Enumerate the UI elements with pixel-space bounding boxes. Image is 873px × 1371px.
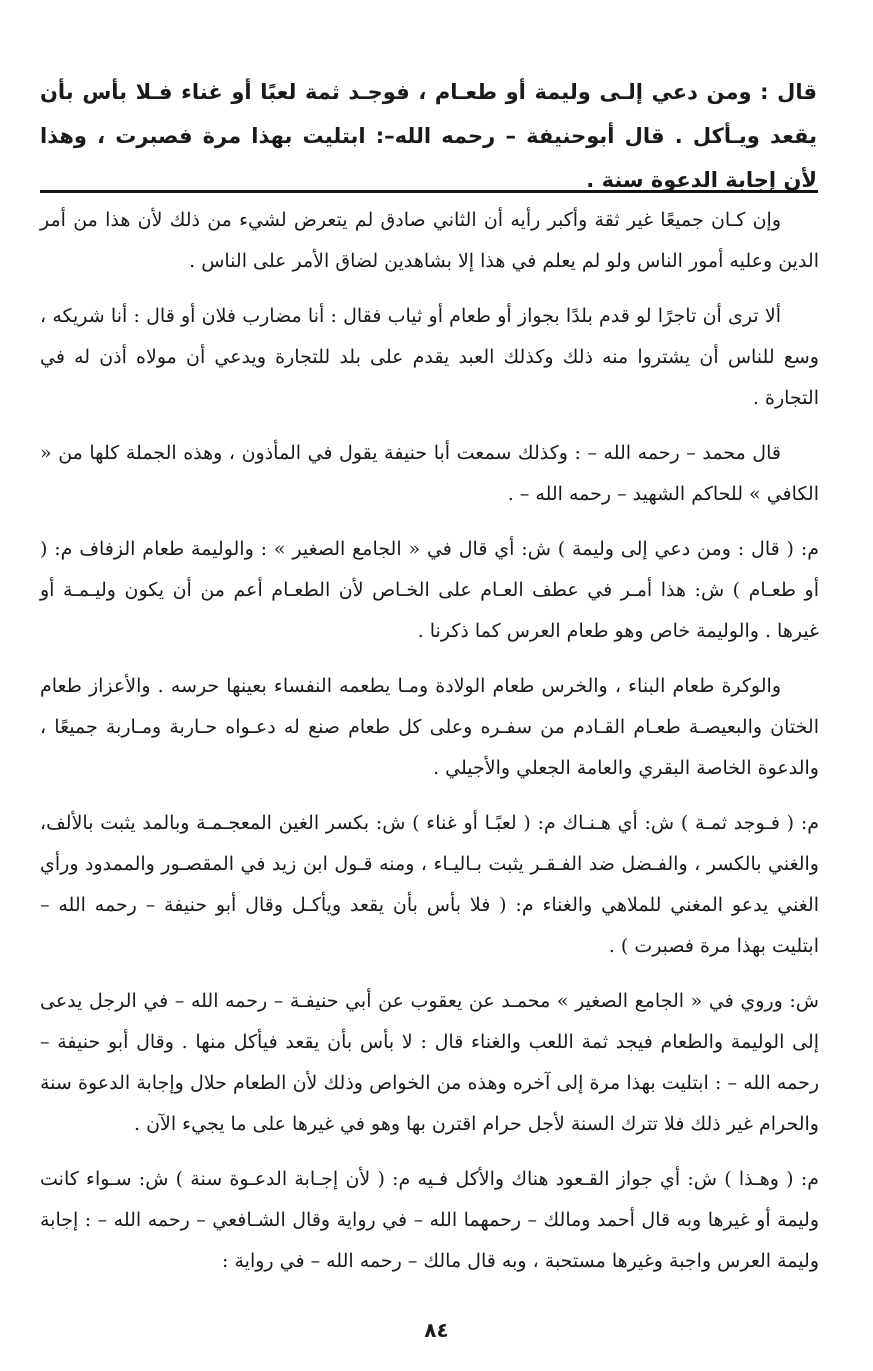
commentary-paragraph: م: ( فـوجد ثمـة ) ش: أي هـنـاك م: ( لعبًـا أو غناء ) ش: بكسر الغين المعجـمـة وبالمد يثبت بالألف، والغني بالكسر ، والفـضل ضد الفـقـر يثبت بـاليـاء ، ومنه قـول ابن زيد في المقصـور والممدود ورأي الغني يدعو المغني للملاهي والغناء م: ( فلا بأس بأن يقعد ويأكـل وقال أبو حنيفة – رحمه الله – ابتليت بهذا مرة فصبرت ) . xyxy=(40,812,819,957)
main-text-matn: قال : ومن دعي إلـى وليمة أو طعـام ، فوجـد ثمة لعبًا أو غناء فـلا بأس بأن يقعد ويـأكل . قال أبوحنيفة – رحمه الله–: ابتليت بهذا مرة فصبرت ، وهذا لأن إجابة الدعوة سنة . xyxy=(40,80,817,192)
separator-rule xyxy=(40,190,818,193)
commentary-paragraph: م: ( قال : ومن دعي إلى وليمة ) ش: أي قال في « الجامع الصغير » : والوليمة طعام الزفاف م: ( أو طعـام ) ش: هذا أمـر في عطف العـام على الخـاص لأن الطعـام أعم من أن يكون وليـمـة أو غيرها . والوليمة خاص وهو طعام العرس كما ذكرنا . xyxy=(40,538,819,642)
commentary-paragraph: والوكرة طعام البناء ، والخرس طعام الولادة ومـا يطعمه النفساء بعينها حرسه . والأعزاز طعام الختان والبعيصـة طعـام القـادم من سفـره وعلى كل طعام صنع له دعـواه حـاربة ومـاربة جميعًا ، والدعوة الخاصة البقري والعامة الجعلي والأجيلي . xyxy=(40,675,819,779)
commentary-paragraph: ألا ترى أن تاجرًا لو قدم بلدًا بجواز أو طعام أو ثياب فقال : أنا مضارب فلان أو قال : أنا شريكه ، وسع للناس أن يشتروا منه ذلك وكذلك العبد يقدم على بلد للتجارة ويدعي أن مولاه أذن له في التجارة . xyxy=(40,305,819,409)
commentary-paragraph: ش: وروي في « الجامع الصغير » محمـد عن يعقوب عن أبي حنيفـة – رحمه الله – في الرجل يدعى إلى الوليمة والطعام فيجد ثمة اللعب والغناء قال : لا بأس بأن يقعد فيأكل منها . وقال أبو حنيفة – رحمه الله – : ابتليت بهذا مرة إلى آخره وهذه من الخواص وذلك لأن الطعام حلال وإجابة الدعوة سنة والحرام غير ذلك فلا تترك السنة لأجل حرام اقترن بها وهو في غيرها على ما يجيء الآن . xyxy=(40,990,819,1135)
commentary-paragraph: قال محمد – رحمه الله – : وكذلك سمعت أبا حنيفة يقول في المأذون ، وهذه الجملة كلها من « الكافي » للحاكم الشهيد – رحمه الله – . xyxy=(40,442,819,505)
commentary-paragraph: وإن كـان جميعًا غير ثقة وأكبر رأيه أن الثاني صادق لم يتعرض لشيء من ذلك لأن هذا من أمر الدين وعليه أمور الناس ولو لم يعلم في هذا إلا بشاهدين لضاق الأمر على الناس . xyxy=(40,209,819,272)
page-number: ٨٤ xyxy=(424,1318,449,1342)
commentary-sharh xyxy=(40,200,819,1296)
commentary-paragraph: م: ( وهـذا ) ش: أي جواز القـعود هناك والأكل فـيه م: ( لأن إجـابة الدعـوة سنة ) ش: سـواء كانت وليمة أو غيرها وبه قال أحمد ومالك – رحمهما الله – في رواية وقال الشـافعي – رحمه الله – : إجابة وليمة العرس واجبة وغيرها مستحبة ، وبه قال مالك – رحمه الله – في رواية : xyxy=(40,1168,819,1272)
